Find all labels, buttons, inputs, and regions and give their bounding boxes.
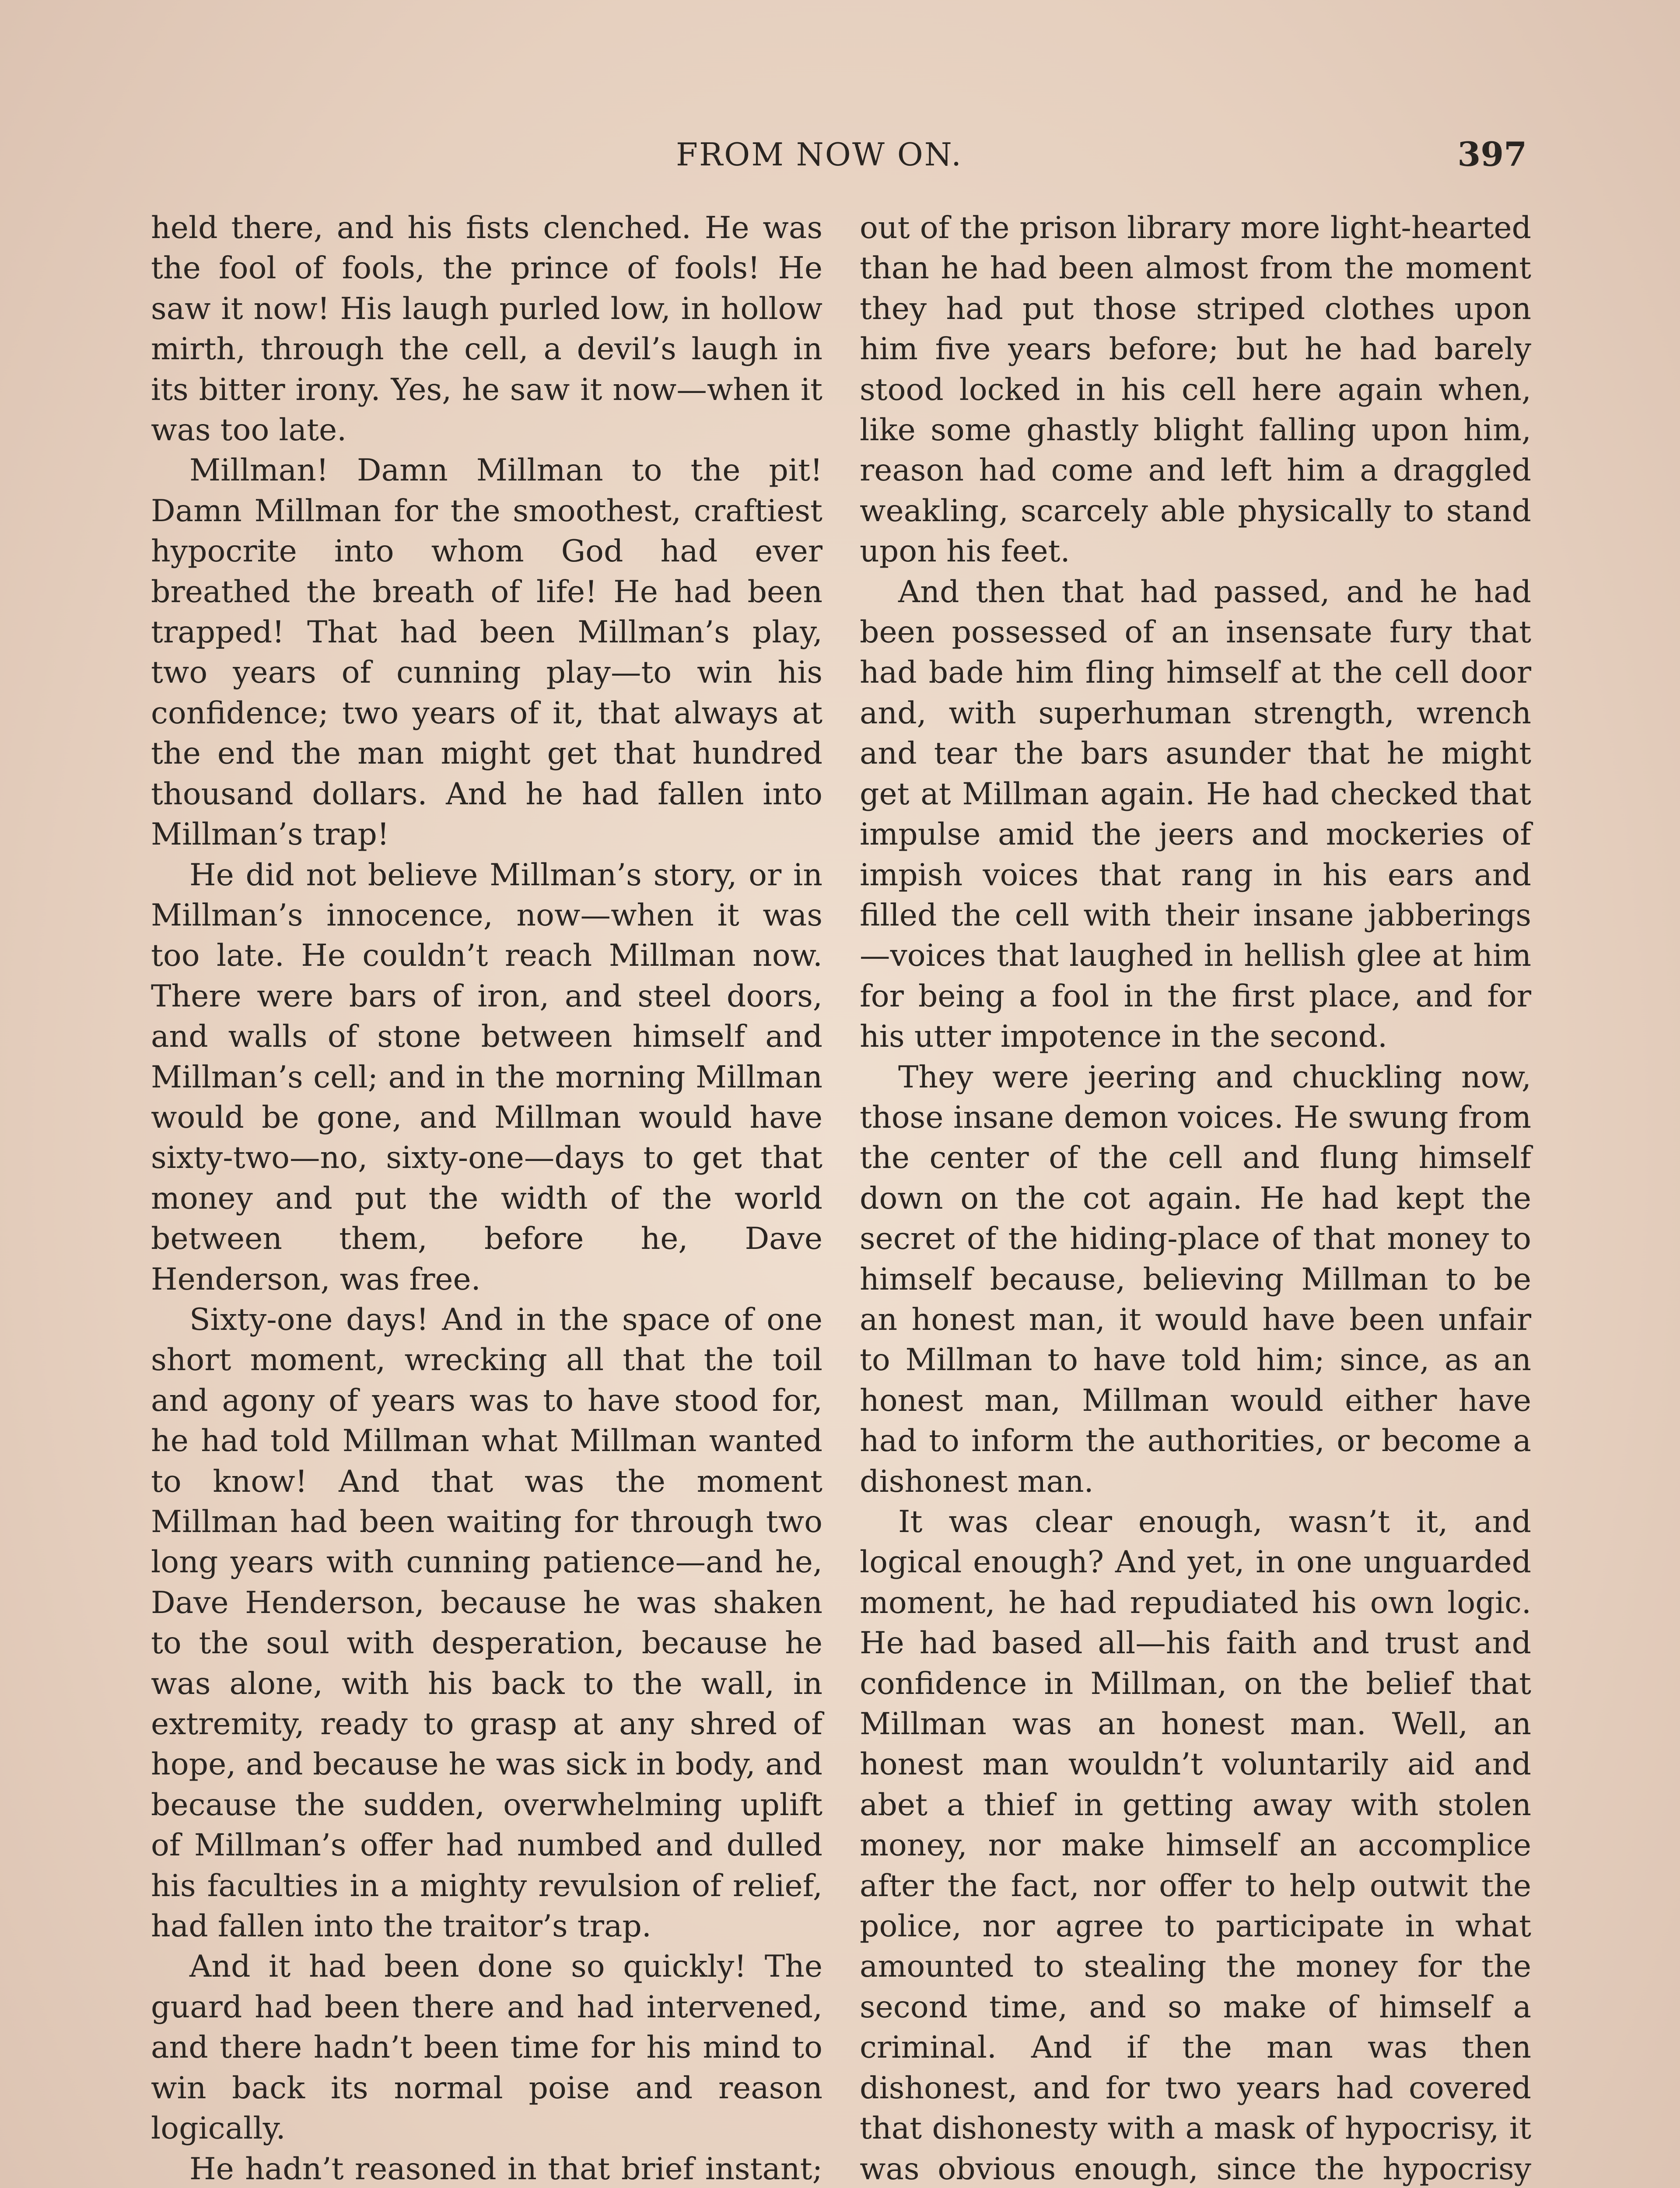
page-number: 397	[1457, 135, 1527, 174]
right-column	[860, 208, 1531, 2188]
running-head	[0, 126, 1680, 183]
paragraph: He hadn’t reasoned in that brief instant;	[189, 2151, 822, 2187]
text-columns	[147, 208, 1536, 2188]
paragraph: And it had been done so quickly! The guard had been there and had intervened, and there hadn’t been time for his mind to win back its normal poise and reason logically.	[151, 1949, 822, 2146]
left-column	[151, 208, 822, 2188]
paragraph: And then that had passed, and he had been possessed of an insensate fury that had bade him fling himself at the cell door and, with superhuman strength, wrench and tear the bars asunder that he might get at Millman again. He had checked that impulse amid the jeers and mockeries of impish voices that rang in his ears and filled the cell with their insane jabberings—voices that laughed in hellish glee at him for being a fool in the first place, and for his utter impotence in the second.	[860, 574, 1531, 1055]
paragraph: out of the prison library more light-hearted than he had been almost from the moment they had put those striped clothes upon him five years before; but he had barely stood locked in his cell here again when, like some ghastly blight falling upon him, reason had come and left him a draggled weakling, scarcely able physically to stand upon his feet.	[860, 210, 1531, 569]
paragraph: He did not believe Millman’s story, or in Millman’s innocence, now—when it was too late. He couldn’t reach Millman now. There were bars of iron, and steel doors, and walls of stone between himself and Millman’s cell; and in the morning Millman would be gone, and Millman would have sixty-two—no, sixty-one—days to get that money and put the width of the world between them, before he, Dave Henderson, was free.	[151, 857, 822, 1297]
paragraph: held there, and his fists clenched. He was the fool of fools, the prince of fools! He saw it now! His laugh purled low, in hollow mirth, through the cell, a devil’s laugh in its bitter irony. Yes, he saw it now—when it was too late.	[151, 210, 822, 448]
paragraph: Sixty-one days! And in the space of one short moment, wrecking all that the toil and agony of years was to have stood for, he had told Millman what Millman wanted to know! And that was the moment Millman had been waiting for through two long years with cunning patience—and he, Dave Henderson, because he was shaken to the soul with desperation, because he was alone, with his back to the wall, in extremity, ready to grasp at any shred of hope, and because he was sick in body, and because the sudden, overwhelming uplift of Millman’s offer had numbed and dulled his faculties in a mighty revulsion of relief, had fallen into the traitor’s trap.	[151, 1301, 822, 1944]
paragraph: They were jeering and chuckling now, those insane demon voices. He swung from the center of the cell and flung himself down on the cot again. He had kept the secret of the hiding-place of that money to himself because, believing Millman to be an honest man, it would have been unfair to Millman to have told him; since, as an honest man, Millman would either have had to inform the authorities, or become a dishonest man.	[860, 1059, 1531, 1499]
paragraph: It was clear enough, wasn’t it, and logical enough? And yet, in one unguarded moment, he had repudiated his own logic. He had based all—his faith and trust and confidence in Millman, on the belief that Millman was an honest man. Well, an honest man wouldn’t voluntarily aid and abet a thief in getting away with stolen money, nor make himself an accomplice after the fact, nor offer to help outwit the police, nor agree to participate in what amounted to stealing the money for the second time, and so make of himself a criminal. And if the man was then dishonest, and for two years had covered that dishonesty with a mask of hypocrisy, it was obvious enough, since the hypocrisy	[860, 1504, 1531, 2187]
running-head-title: FROM NOW ON.	[676, 136, 963, 173]
paragraph: Millman! Damn Millman to the pit! Damn Millman for the smoothest, craftiest hypocrite into whom God had ever breathed the breath of life! He had been trapped! That had been Millman’s play, two years of cunning play—to win his confidence; two years of it, that always at the end the man might get that hundred thousand dollars. And he had fallen into Millman’s trap!	[151, 452, 822, 852]
